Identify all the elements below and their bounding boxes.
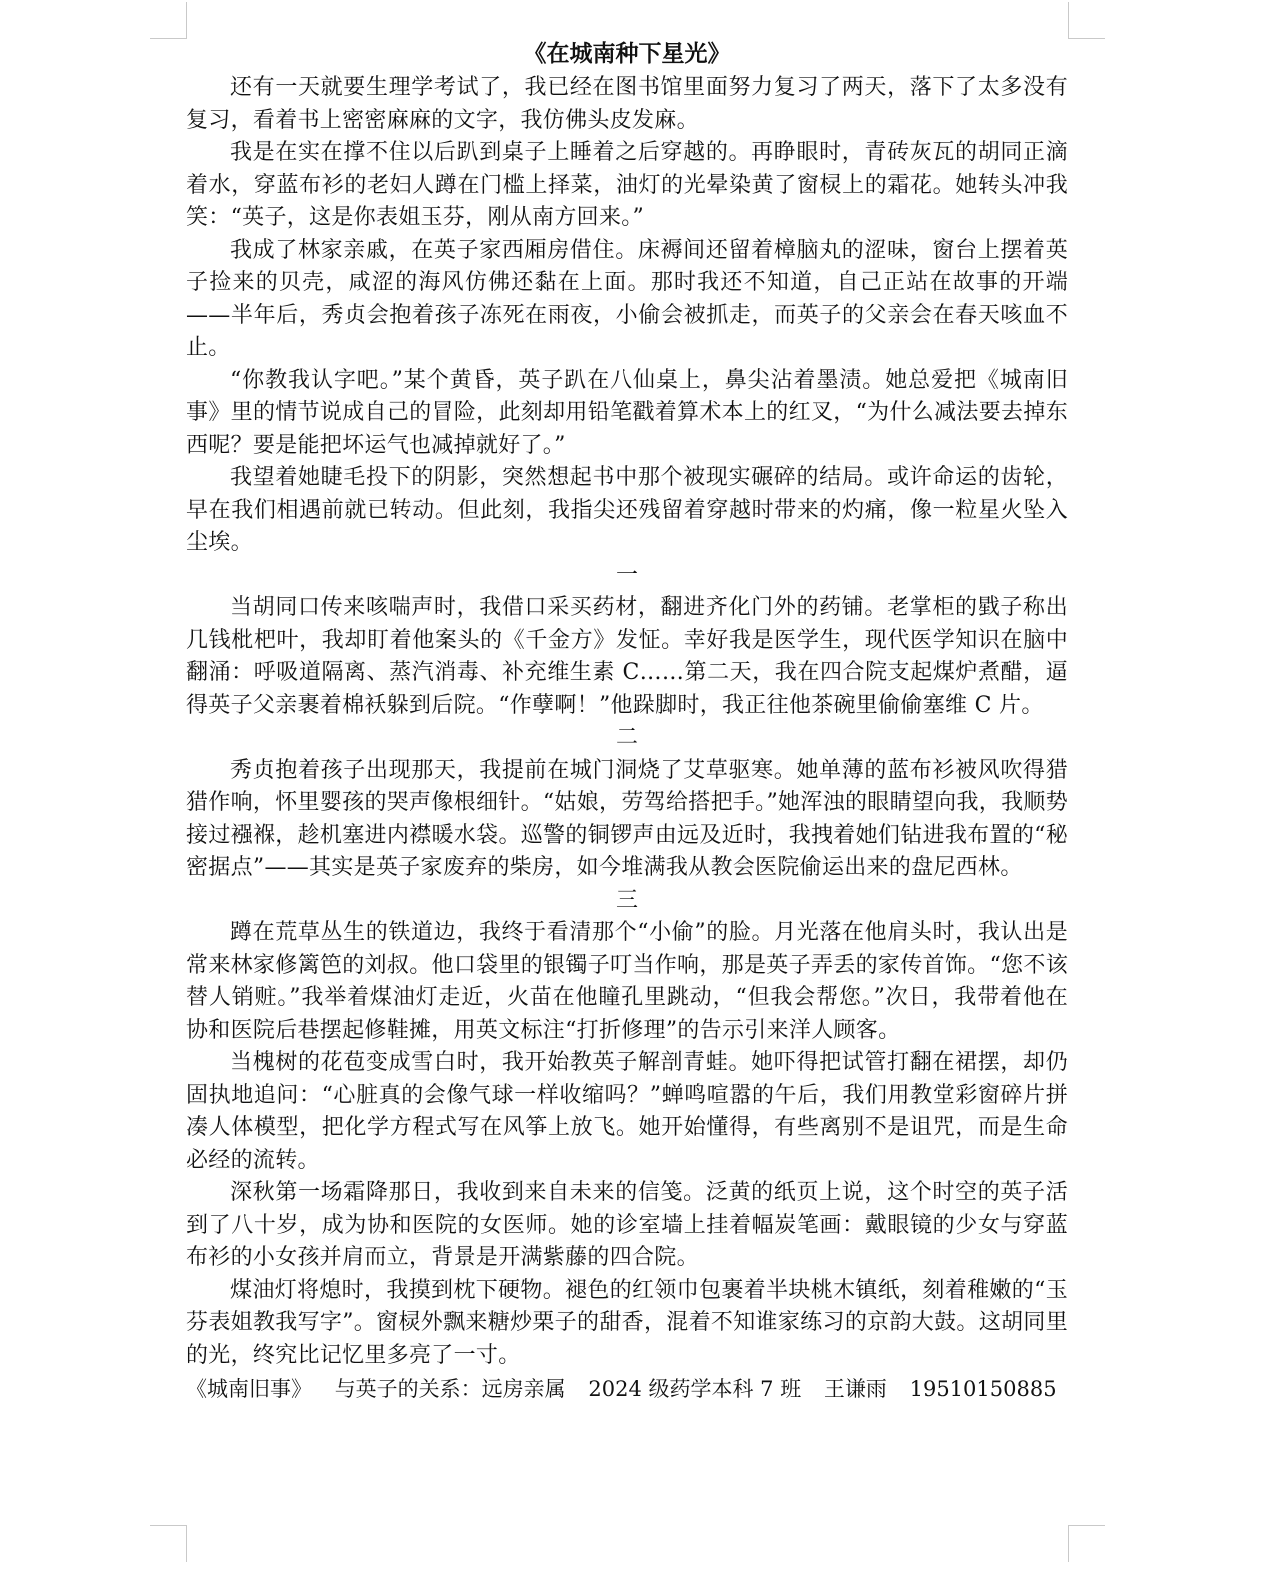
section-heading-3: 三: [615, 887, 638, 913]
crop-mark-top-right: [1068, 2, 1105, 39]
crop-mark-bottom-right: [1068, 1525, 1105, 1562]
document-body: [186, 36, 1068, 1406]
paragraph: 当槐树的花苞变成雪白时，我开始教英子解剖青蛙。她吓得把试管打翻在裙摆，却仍固执地追问：“心脏真的会像气球一样收缩吗？”蝉鸣喧嚣的午后，我们用教堂彩窗碎片拼凑人体模型，把化学方程式写在风筝上放飞。她开始懂得，有些离别不是诅咒，而是生命必经的流转。: [186, 1050, 1068, 1173]
section-heading-2: 二: [615, 725, 638, 750]
footer-phone: 19510150885: [909, 1377, 1057, 1401]
footer-relation: 与英子的关系：远房亲属: [334, 1377, 566, 1401]
paragraph: 我望着她睫毛投下的阴影，突然想起书中那个被现实碾碎的结局。或许命运的齿轮，早在我们相遇前就已转动。但此刻，我指尖还残留着穿越时带来的灼痛，像一粒星火坠入尘埃。: [186, 465, 1068, 555]
paragraph: “你教我认字吧。”某个黄昏，英子趴在八仙桌上，鼻尖沾着墨渍。她总爱把《城南旧事》里的情节说成自己的冒险，此刻却用铅笔戳着算术本上的红叉，“为什么减法要去掉东西呢？要是能把坏运气也减掉就好了。”: [186, 367, 1068, 458]
paragraph: 我成了林家亲戚，在英子家西厢房借住。床褥间还留着樟脑丸的涩味，窗台上摆着英子捡来的贝壳，咸涩的海风仿佛还黏在上面。那时我还不知道，自己正站在故事的开端——半年后，秀贞会抱着孩子冻死在雨夜，小偷会被抓走，而英子的父亲会在春天咳血不止。: [186, 237, 1068, 360]
document-title: 《在城南种下星光》: [523, 40, 731, 67]
paragraph: 当胡同口传来咳喘声时，我借口采买药材，翻进齐化门外的药铺。老掌柜的戥子称出几钱枇杷叶，我却盯着他案头的《千金方》发怔。幸好我是医学生，现代医学知识在脑中翻涌：呼吸道隔离、蒸汽消毒、补充维生素 C……第二天，我在四合院支起煤炉煮醋，逼得英子父亲裹着棉袄躲到后院。“作孽啊！”他跺脚时，我正往他茶碗里偷偷塞维 C 片。: [186, 595, 1068, 718]
paragraph: 秀贞抱着孩子出现那天，我提前在城门洞烧了艾草驱寒。她单薄的蓝布衫被风吹得猎猎作响，怀里婴孩的哭声像根细针。“姑娘，劳驾给搭把手。”她浑浊的眼睛望向我，我顺势接过襁褓，趁机塞进内襟暖水袋。巡警的铜锣声由远及近时，我拽着她们钻进我布置的“秘密据点”——其实是英子家废弃的柴房，如今堆满我从教会医院偷运出来的盘尼西林。: [186, 757, 1068, 880]
paragraph: 我是在实在撑不住以后趴到桌子上睡着之后穿越的。再睁眼时，青砖灰瓦的胡同正滴着水，穿蓝布衫的老妇人蹲在门槛上择菜，油灯的光晕染黄了窗棂上的霜花。她转头冲我笑：“英子，这是你表姐玉芬，刚从南方回来。”: [186, 140, 1068, 230]
paragraph: 还有一天就要生理学考试了，我已经在图书馆里面努力复习了两天，落下了太多没有复习，看着书上密密麻麻的文字，我仿佛头皮发麻。: [186, 75, 1068, 133]
author-info-line: [186, 1372, 1068, 1406]
paragraph: 蹲在荒草丛生的铁道边，我终于看清那个“小偷”的脸。月光落在他肩头时，我认出是常来林家修篱笆的刘叔。他口袋里的银镯子叮当作响，那是英子弄丢的家传首饰。“您不该替人销赃。”我举着煤油灯走近，火苗在他瞳孔里跳动，“但我会帮您。”次日，我带着他在协和医院后巷摆起修鞋摊，用英文标注“打折修理”的告示引来洋人顾客。: [186, 920, 1068, 1043]
crop-mark-bottom-left: [150, 1525, 187, 1562]
crop-mark-top-left: [150, 2, 187, 39]
footer-book-title: 《城南旧事》: [186, 1377, 312, 1401]
paragraph: 深秋第一场霜降那日，我收到来自未来的信笺。泛黄的纸页上说，这个时空的英子活到了八十岁，成为协和医院的女医师。她的诊室墙上挂着幅炭笔画：戴眼镜的少女与穿蓝布衫的小女孩并肩而立，背景是开满紫藤的四合院。: [186, 1180, 1068, 1270]
footer-author: 王谦雨: [823, 1377, 887, 1401]
footer-class: 2024 级药学本科 7 班: [588, 1377, 802, 1401]
paragraph: 煤油灯将熄时，我摸到枕下硬物。褪色的红领巾包裹着半块桃木镇纸，刻着稚嫩的“玉芬表姐教我写字”。窗棂外飘来糖炒栗子的甜香，混着不知谁家练习的京韵大鼓。这胡同里的光，终究比记忆里多亮了一寸。: [186, 1277, 1068, 1368]
section-heading-1: 一: [615, 562, 638, 588]
